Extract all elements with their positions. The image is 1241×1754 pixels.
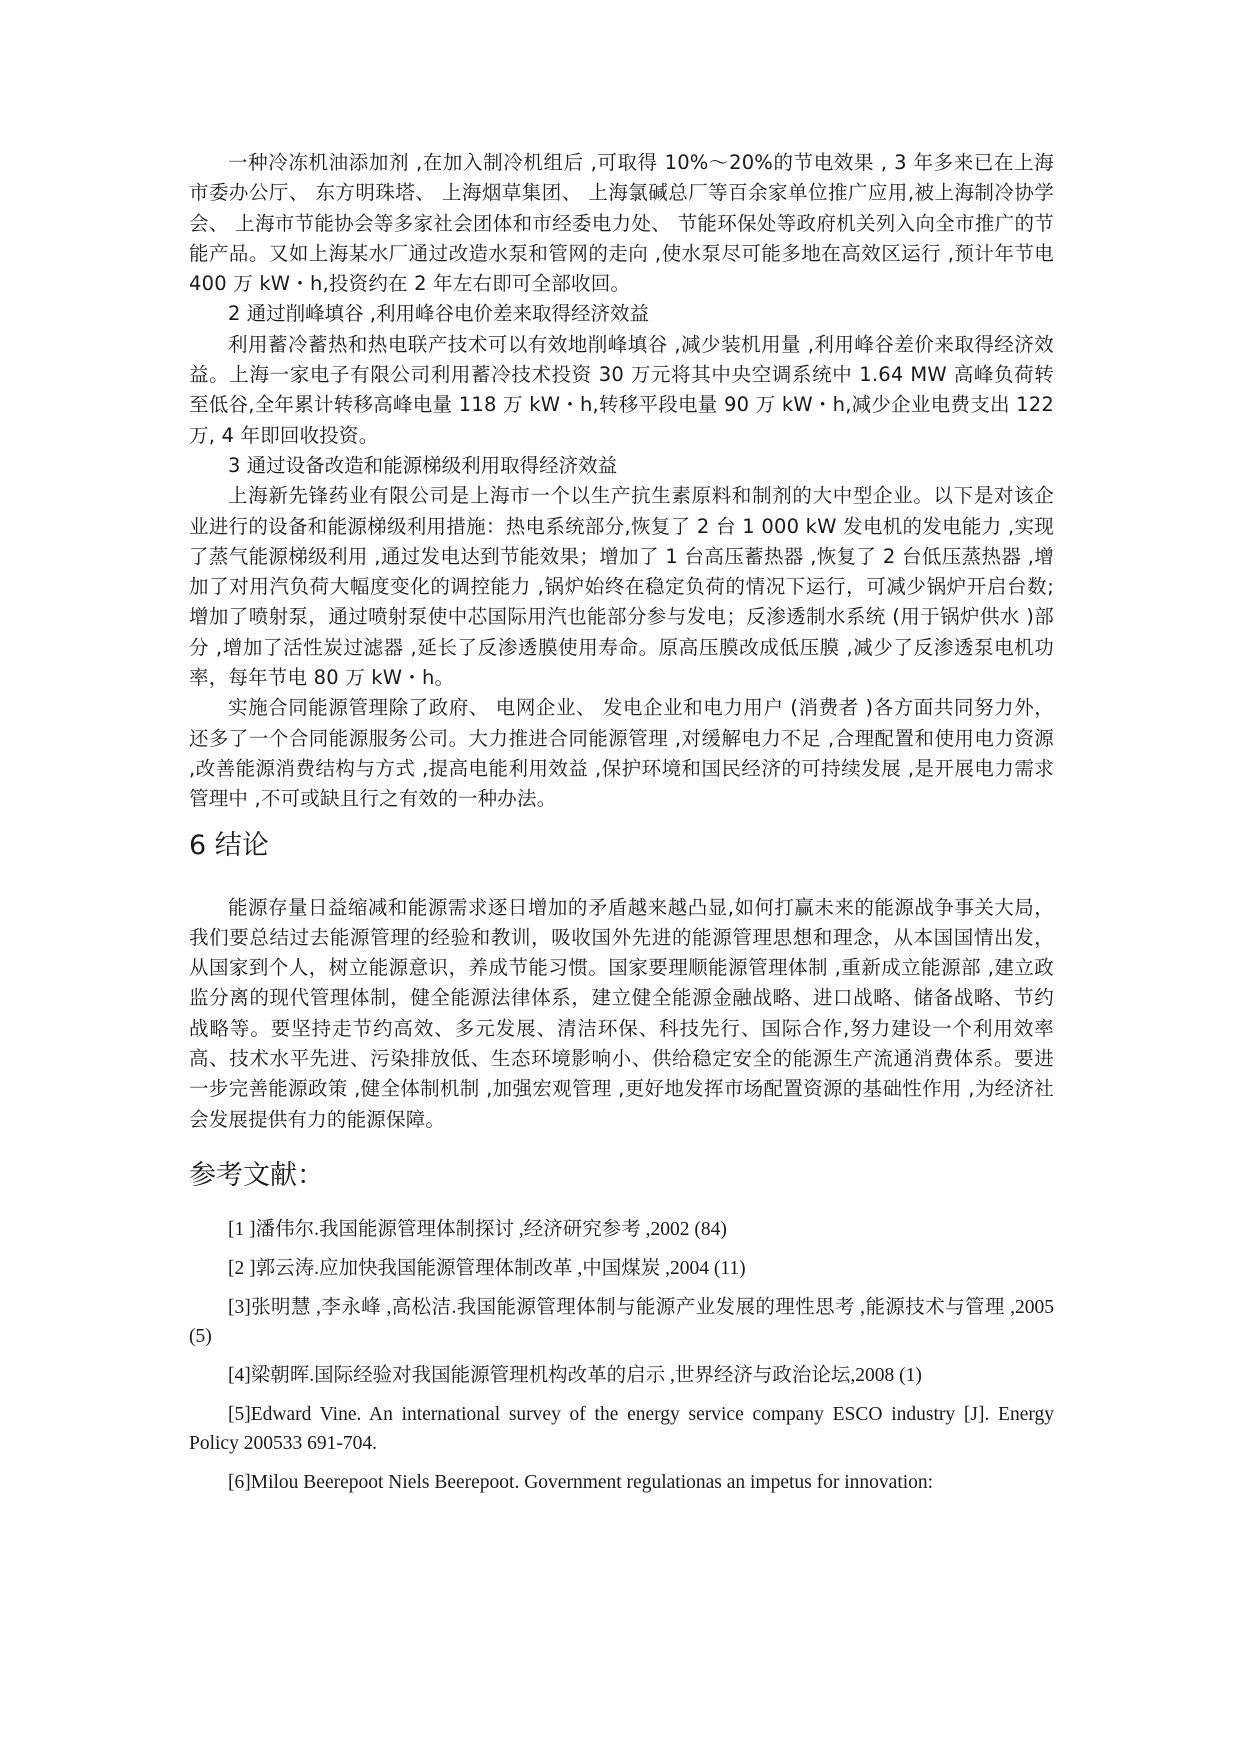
closing-paragraph: 实施合同能源管理除了政府、 电网企业、 发电企业和电力用户 (消费者 )各方面共同努力外，还多了一个合同能源服务公司。大力推进合同能源管理 ,对缓解电力不足 ,合理配置和使用电力资源 ,改善能源消费结构与方式 ,提高电能利用效益 ,保护环境和国民经济的可持续发展 ,是开展电力需求管理中 ,不可或缺且行之有效的一种办法。 xyxy=(189,696,1054,811)
reference-list xyxy=(189,1215,1054,1497)
conclusion-title: 6 结论 xyxy=(189,829,269,861)
subsection-heading-3: 3 通过设备改造和能源梯级利用取得经济效益 xyxy=(228,453,618,477)
conclusion-text: 能源存量日益缩减和能源需求逐日增加的矛盾越来越凸显,如何打赢未来的能源战争事关大局，我们要总结过去能源管理的经验和教训，吸收国外先进的能源管理思想和理念，从本国国情出发，从国家到个人，树立能源意识，养成节能习惯。国家要理顺能源管理体制 ,重新成立能源部 ,建立政监分离的现代管理体制，健全能源法律体系，建立健全能源金融战略、进口战略、储备战略、节约战略等。要坚持走节约高效、多元发展、清洁环保、科技先行、国际合作,努力建设一个利用效率高、技术水平先进、污染排放低、生态环境影响小、供给稳定安全的能源生产流通消费体系。要进一步完善能源政策 ,健全体制机制 ,加强宏观管理 ,更好地发挥市场配置资源的基础性作用 ,为经济社会发展提供有力的能源保障。 xyxy=(189,895,1054,1131)
reference-item: [1 ]潘伟尔.我国能源管理体制探讨 ,经济研究参考 ,2002 (84) xyxy=(228,1218,727,1240)
references-title: 参考文献： xyxy=(189,1159,324,1191)
reference-item: [6]Milou Beerepoot Niels Beerepoot. Government regulationas an impetus for innovation: xyxy=(228,1471,934,1493)
subsection-3-text: 上海新先锋药业有限公司是上海市一个以生产抗生素原料和制剂的大中型企业。以下是对该企业进行的设备和能源梯级利用措施：热电系统部分,恢复了 2 台 1 000 kW 发电机的发电能力 ,实现了蒸气能源梯级利用 ,通过发电达到节能效果；增加了 1 台高压蓄热器 ,恢复了 2 台低压蒸热器 ,增加了对用汽负荷大幅度变化的调控能力 ,锅炉始终在稳定负荷的情况下运行，可减少锅炉开启台数; 增加了喷射泵，通过喷射泵使中芯国际用汽也能部分参与发电；反渗透制水系统 (用于锅炉供水 )部分 ,增加了活性炭过滤器 ,延长了反渗透膜使用寿命。原高压膜改成低压膜 ,减少了反渗透泵电机功率，每年节电 80 万 kW・h。 xyxy=(189,484,1054,690)
page-content xyxy=(189,148,1054,1507)
subsection-2-text: 利用蓄冷蓄热和热电联产技术可以有效地削峰填谷 ,减少装机用量 ,利用峰谷差价来取得经济效益。上海一家电子有限公司利用蓄冷技术投资 30 万元将其中央空调系统中 1.64 MW 高峰负荷转至低谷,全年累计转移高峰电量 118 万 kW・h,转移平段电量 90 万 kW・h,减少企业电费支出 122 万, 4 年即回收投资。 xyxy=(189,332,1054,447)
reference-item: [3]张明慧 ,李永峰 ,高松洁.我国能源管理体制与能源产业发展的理性思考 ,能源技术与管理 ,2005 (5) xyxy=(189,1296,1054,1347)
subsection-heading-2: 2 通过削峰填谷 ,利用峰谷电价差来取得经济效益 xyxy=(228,302,650,326)
reference-item: [5]Edward Vine. An international survey of the energy service company ESCO industry [J]. Energy Policy 200533 691-704. xyxy=(189,1403,1054,1454)
reference-item: [4]梁朝晖.国际经验对我国能源管理机构改革的启示 ,世界经济与政治论坛,2008 (1) xyxy=(228,1364,922,1386)
body-paragraph-1: 一种冷冻机油添加剂 ,在加入制冷机组后 ,可取得 10%～20%的节电效果 , 3 年多来已在上海市委办公厅、 东方明珠塔、 上海烟草集团、 上海氯碱总厂等百余家单位推广应用,被上海制冷协学会、 上海市节能协会等多家社会团体和市经委电力处、 节能环保处等政府机关列入向全市推广的节能产品。又如上海某水厂通过改造水泵和管网的走向 ,使水泵尽可能多地在高效区运行 ,预计年节电 400 万 kW・h,投资约在 2 年左右即可全部收回。 xyxy=(189,151,1054,296)
reference-item: [2 ]郭云涛.应加快我国能源管理体制改革 ,中国煤炭 ,2004 (11) xyxy=(228,1257,746,1279)
